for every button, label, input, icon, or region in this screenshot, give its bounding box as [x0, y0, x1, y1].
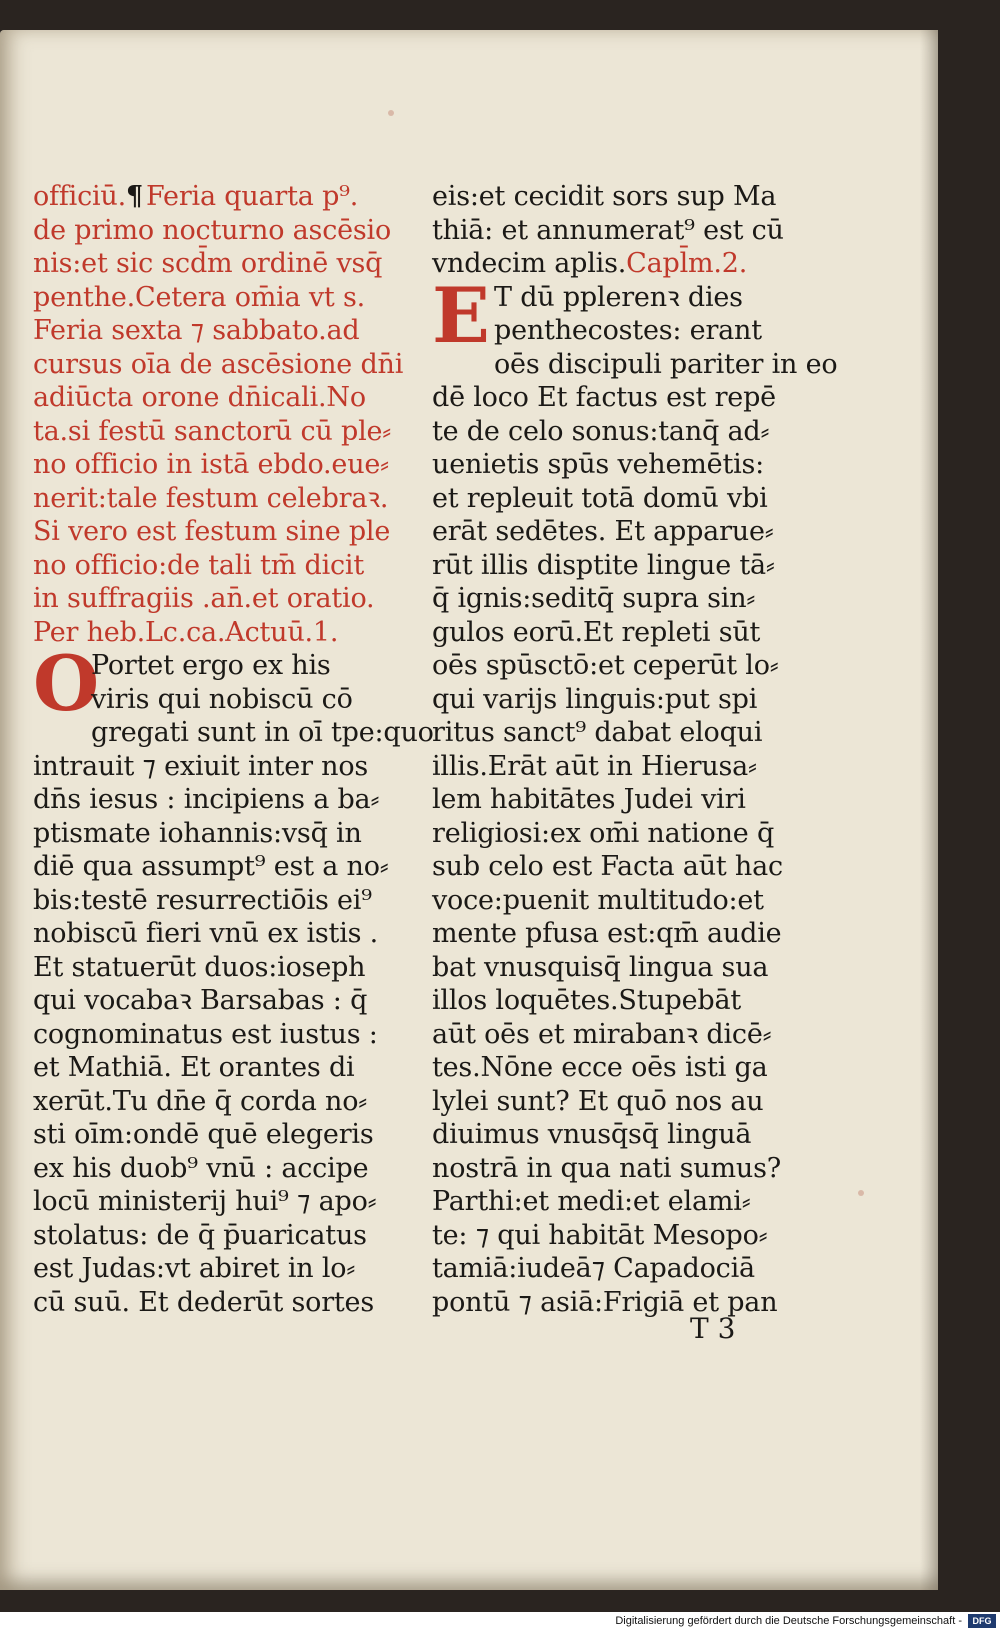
pilcrow-icon: ¶ [126, 181, 143, 212]
rubric-text: Per heb.Lc.ca.Actuū.1. [33, 616, 339, 648]
text-line: illis.Erāt aūt in Hierusa⸗ [432, 750, 757, 782]
rubric-line [33, 582, 418, 616]
text-line: q̄ ignis:seditq̄ supra sin⸗ [432, 583, 756, 614]
text-line: dn̄s iesus : incipiens a ba⸗ [33, 784, 380, 815]
text-line: voce:puenit multitudo:et [432, 884, 764, 916]
paper-speck [858, 1190, 864, 1196]
text-line: te de celo sonus:tanq̄ ad⸗ [432, 415, 770, 447]
signature-mark: T 3 [690, 1312, 736, 1345]
text-line: Parthi:et medi:et elami⸗ [432, 1186, 751, 1217]
rubric-line [33, 515, 418, 549]
text-line: cū suū. Et dederūt sortes [33, 1286, 374, 1318]
text-line: T dū pplerenꝛ dies [494, 281, 743, 313]
text-line: illos loquētes.Stupebāt [432, 985, 742, 1016]
text-line: rūt illis disptite lingue tā⸗ [432, 549, 775, 581]
text-line: bat vnusquisq̄ lingua sua [432, 951, 769, 983]
book-page [0, 30, 938, 1590]
text-line: locū ministerij hui⁹ ⁊ apo⸗ [33, 1186, 377, 1217]
text-line: est Judas:vt abiret in lo⸗ [33, 1253, 356, 1284]
text-line: pontū ⁊ asiā:Frigiā et pan [432, 1286, 778, 1318]
text-line: intrauit ⁊ exiuit inter nos [33, 750, 369, 782]
text-line: qui vocabaꝛ Barsabas : q̄ [33, 985, 368, 1016]
rubric-line [33, 180, 418, 214]
text-line: sti oīm:ondē quē elegeris [33, 1119, 374, 1150]
text-line: lem habitātes Judei viri [432, 784, 746, 815]
rubric-text: in suffragiis .an̄.et oratio. [33, 583, 375, 614]
text-line: uenietis spūs vehemētis: [432, 449, 765, 480]
rubric-text: no officio:de tali tm̄ dicit [33, 549, 365, 581]
rubric-text: adiūcta orone dn̄icali.No [33, 382, 366, 413]
text-line: oēs discipuli pariter in eo [494, 348, 838, 380]
text-line: gulos eorū.Et repleti sūt [432, 616, 761, 648]
text-line: dē loco Et factus est repē [432, 382, 776, 413]
text-fragment: vndecim aplis. [432, 248, 627, 279]
rubric-line [33, 247, 418, 281]
text-line: sub celo est Facta aūt hac [432, 851, 783, 882]
text-line: thiā: et annumerat⁹ est cū [432, 214, 784, 246]
text-line: qui varijs linguis:put spi [432, 683, 758, 715]
drop-capital: O [33, 639, 100, 728]
rubric-line [33, 381, 418, 415]
text-line: mente pfusa est:qm̄ audie [432, 918, 782, 949]
initial-block [33, 639, 418, 728]
text-line: oēs spūsctō:et ceperūt lo⸗ [432, 650, 779, 681]
text-line: penthecostes: erant [494, 315, 762, 346]
text-line: et Mathiā. Et orantes di [33, 1052, 355, 1083]
rubric-text: Feria sexta ⁊ sabbato.ad [33, 315, 360, 346]
drop-capital: E [432, 270, 490, 360]
rubric-line [33, 616, 418, 650]
text-line: bis:testē resurrectiōis ei⁹ [33, 884, 372, 916]
text-line: ptismate iohannis:vsq̄ in [33, 817, 362, 849]
rubric-line [33, 348, 418, 382]
initial-block [432, 270, 812, 360]
text-line: et repleuit totā domū vbi [432, 482, 768, 514]
rubric-line [33, 415, 418, 449]
rubric-line [33, 482, 418, 516]
text-line: diē qua assumpt⁹ est a no⸗ [33, 851, 389, 882]
right-text-column [432, 180, 838, 1319]
chapter-heading-line [432, 247, 812, 281]
digitization-footer [0, 1612, 1000, 1632]
rubric-text: no officio in istā ebdo.eue⸗ [33, 449, 389, 480]
text-line: Et statuerūt duos:ioseph [33, 951, 366, 983]
paper-speck [388, 110, 394, 116]
rubric-line [33, 448, 418, 482]
rubric-text: Feria quarta p⁹. [146, 181, 359, 212]
text-line: lylei sunt? Et quō nos au [432, 1085, 764, 1117]
text-line: cognominatus est iustus : [33, 1018, 378, 1050]
text-line: eis:et cecidit sors sup Ma [432, 181, 777, 212]
rubric-text: cursus oīa de ascēsione dn̄i [33, 348, 404, 380]
footer-credit: Digitalisierung gefördert durch die Deutsche Forschungsgemeinschaft - [615, 1615, 962, 1627]
text-line: ex his duob⁹ vnū : accipe [33, 1152, 369, 1184]
rubric-line [33, 549, 418, 583]
text-line: gregati sunt in oī tpe:quo [91, 717, 434, 748]
text-line: xerūt.Tu dn̄e q̄ corda no⸗ [33, 1085, 368, 1117]
text-line: viris qui nobiscū cō [91, 683, 353, 715]
rubric-text: nis:et sic scd̄m ordinē vsq̄ [33, 248, 383, 279]
text-line: tes.Nōne ecce oēs isti ga [432, 1052, 768, 1083]
chapter-label: Capl̄m.2. [626, 248, 748, 279]
text-line: ritus sanct⁹ dabat eloqui [432, 717, 763, 748]
rubric-line [33, 281, 418, 315]
text-line: tamiā:iudeā⁊ Capadociā [432, 1253, 755, 1284]
text-line: te: ⁊ qui habitāt Mesopo⸗ [432, 1219, 768, 1251]
text-line: erāt sedētes. Et apparue⸗ [432, 516, 774, 547]
rubric-text: nerit:tale festum celebraꝛ. [33, 482, 389, 514]
left-text-column [33, 180, 434, 1319]
text-line: stolatus: de q̄ p̄uaricatus [33, 1219, 367, 1251]
rubric-text: Si vero est festum sine ple [33, 516, 391, 547]
text-line: religiosi:ex om̄i natione q̄ [432, 817, 775, 849]
text-line: Portet ergo ex his [91, 650, 331, 681]
rubric-line [33, 214, 418, 248]
rubric-text: ta.si festū sanctorū cū ple⸗ [33, 415, 392, 447]
rubric-text: penthe.Cetera om̄ia vt s. [33, 281, 366, 313]
rubric-line [33, 314, 418, 348]
text-line: nobiscū fieri vnū ex istis . [33, 918, 379, 949]
dfg-logo-icon: DFG [968, 1614, 996, 1628]
text-line: aūt oēs et mirabanꝛ dicē⸗ [432, 1018, 772, 1050]
text-line: nostrā in qua nati sumus? [432, 1152, 782, 1184]
text-line: diuimus vnusq̄sq̄ linguā [432, 1119, 752, 1150]
rubric-text: de primo nocturno ascēsio [33, 214, 392, 246]
rubric-word: officiū. [33, 181, 127, 212]
